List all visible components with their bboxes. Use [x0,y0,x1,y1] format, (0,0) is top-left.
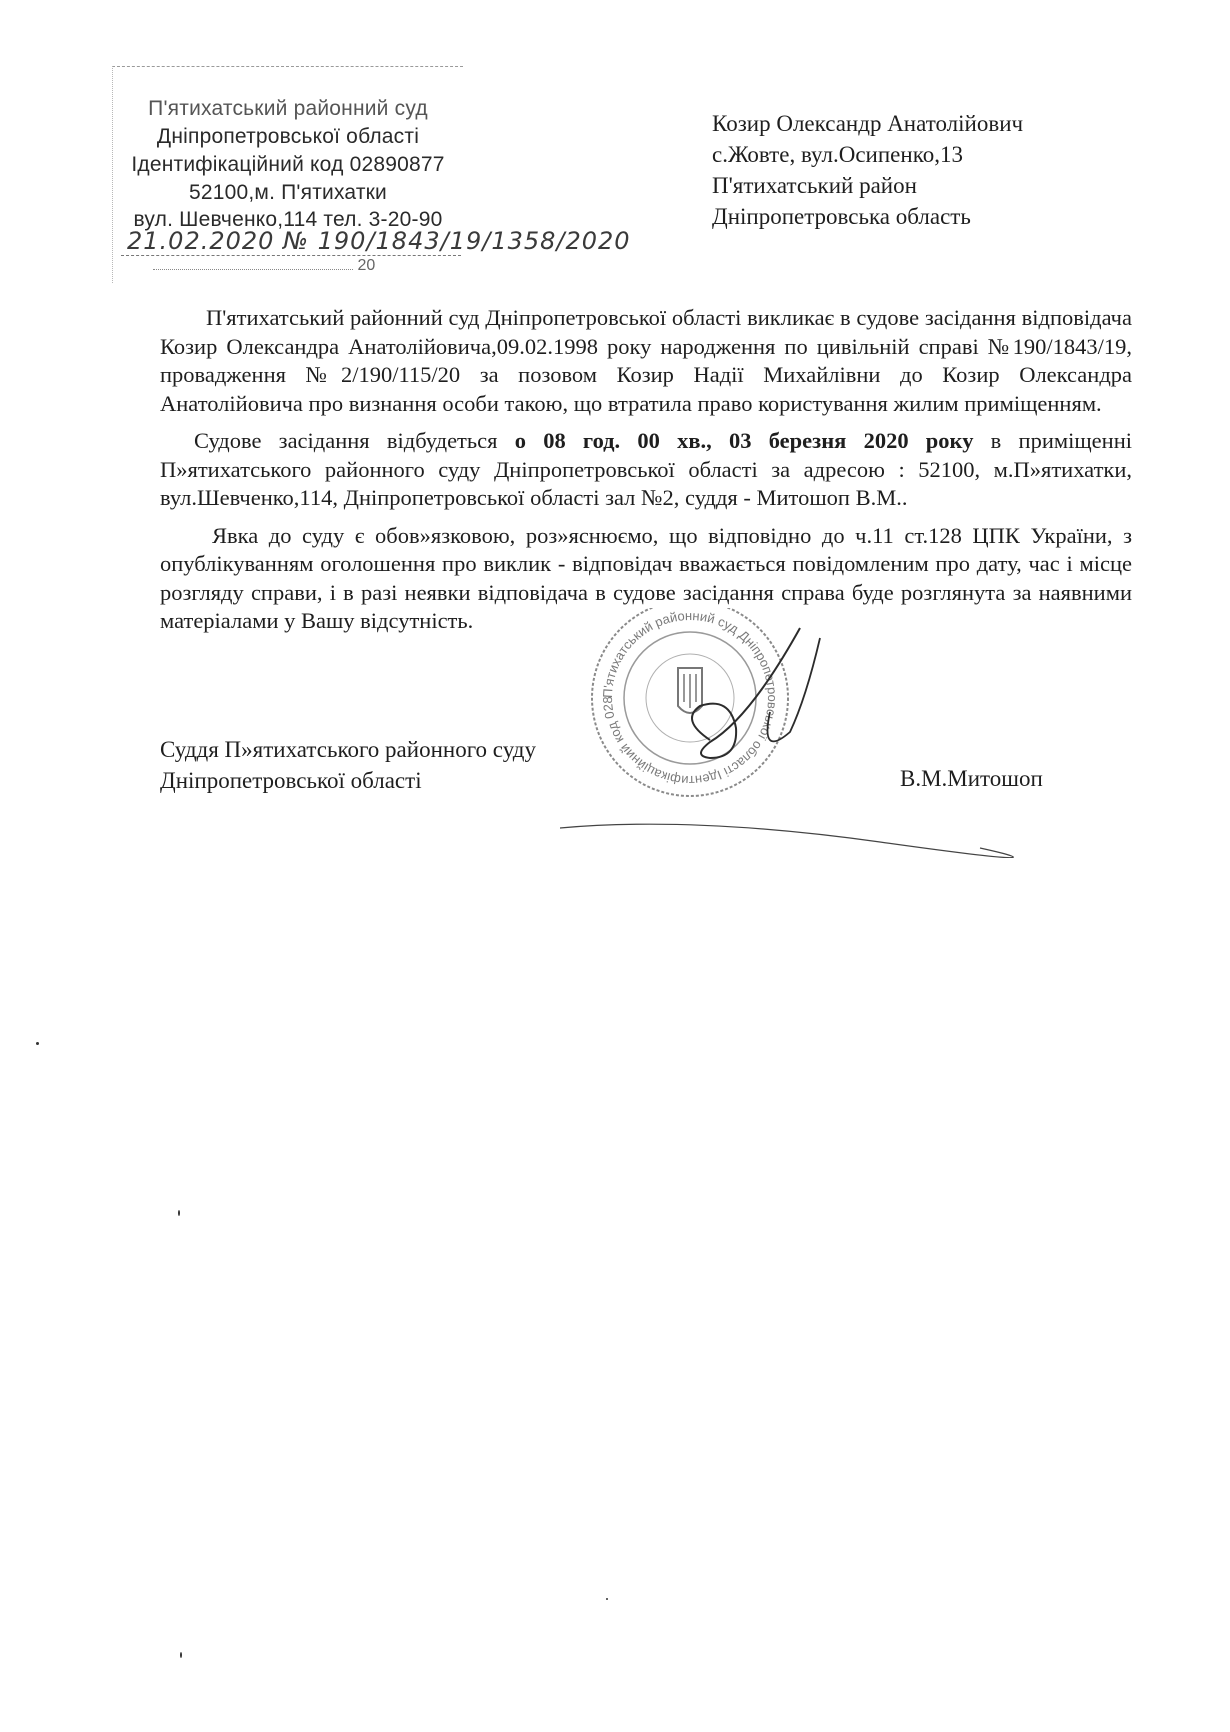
stamp-court-name: П'ятихатський районний суд [148,97,428,120]
scan-speck [178,1210,180,1216]
seal-graphic [560,608,1060,858]
court-seal-with-signature [560,608,1060,858]
stamp-street: вул. Шевченко,114 тел. 3-20-90 [133,208,443,231]
stamp-city: 52100,м. П'ятихатки [189,181,387,204]
judge-title-line1: Суддя П»ятихатського районного суду [160,737,536,762]
paragraph-summons: П'ятихатський районний суд Дніпропетровської області викликає в судове засідання відповідача Козир Олександра Анатолійовича,09.02.1998 року народження по цивільній справі №190/1843/19, провадження №2/190/115/20 за позовом Козир Надії Михайлівни до Козир Олександра Анатолійовича про визнання особи такою, що втратила право користування жилим приміщенням. [160,305,1132,416]
summons-body [160,304,1132,645]
addressee-name: Козир Олександр Анатолійович [712,111,1024,136]
hearing-text-end: в приміщенні П»ятихатського районного суду Дніпропетровської області за адресою : 52100, м.П»ятихатки, вул.Шевченко,114, Дніпропетровської області зал №2, суддя - Митошоп В.М.. [160,428,1132,510]
scan-speck [36,1042,39,1045]
addressee-block [712,108,1192,232]
signature-stroke [560,824,1013,857]
judge-title [160,734,660,796]
paragraph-hearing [160,427,1132,513]
handwritten-reference: 21.02.2020 № 190/1843/19/1358/2020 [127,227,631,255]
scan-speck [180,1652,182,1658]
paragraph-attendance: Явка до суду є обов»язковою, роз»яснюємо, що відповідно до ч.11 ст.128 ЦПК України, з опублікуванням оголошення про виклик - відповідач вважається повідомленим про дату, час і місце розгляду справи, і в разі неявки відповідача в судове засідання справа буде розглянута за наявними матеріалами у Вашу відсутність. [160,522,1132,633]
judge-title-line2: Дніпропетровської області [160,768,422,793]
stamp-region: Дніпропетровської області [156,125,420,148]
scan-speck [606,1598,608,1600]
addressee-district: П'ятихатський район [712,173,917,198]
addressee-address: с.Жовте, вул.Осипенко,13 [712,142,963,167]
hearing-text-start: Судове засідання відбудеться [194,428,515,453]
hearing-datetime: о 08 год. 00 хв., 03 березня 2020 року [514,428,974,453]
stamp-divider [121,255,461,256]
stamp-year-suffix: 20 [357,257,376,274]
seal-ring-text: П'ятихатський районний суд Дніпропетровської області Ідентифікаційний код 028 [599,608,781,789]
addressee-region: Дніпропетровська область [712,204,971,229]
stamp-id-code: Ідентифікаційний код 02890877 [131,153,445,176]
court-header-stamp [112,66,631,283]
stamp-year-line [153,257,453,275]
judge-name: В.М.Митошоп [900,766,1043,791]
